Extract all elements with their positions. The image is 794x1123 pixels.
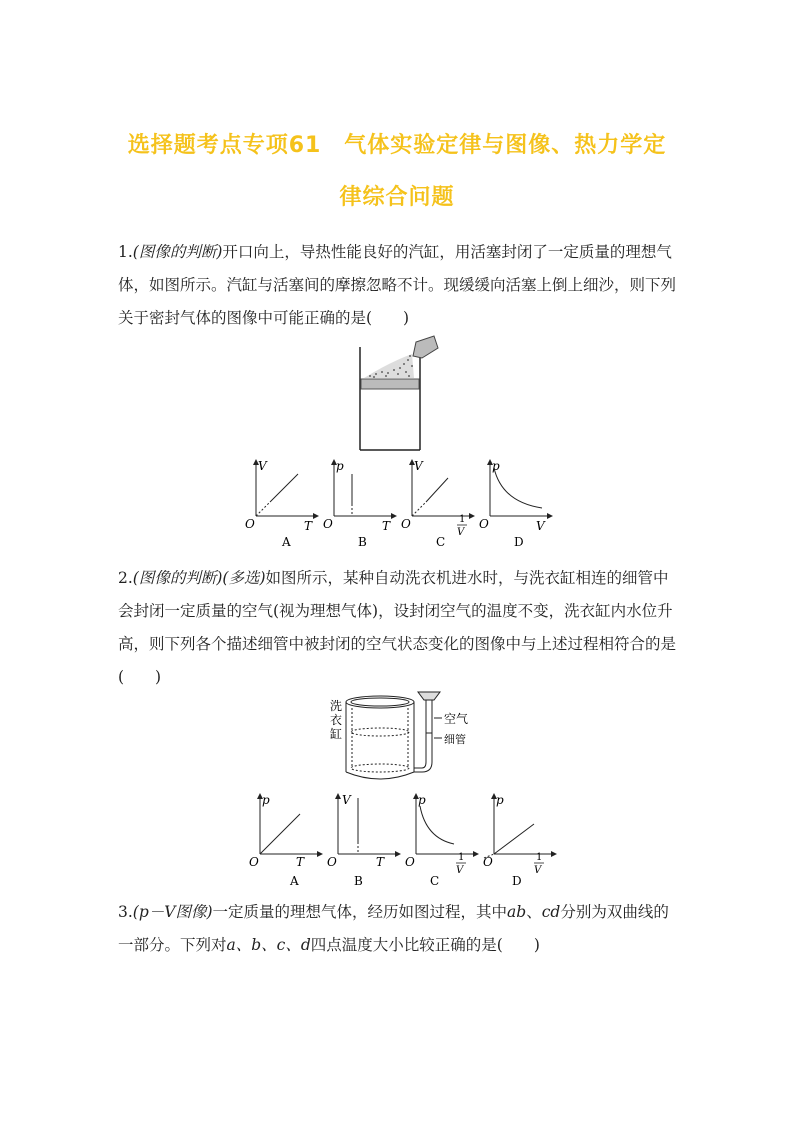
q1-graph-d bbox=[474, 458, 554, 548]
q2-graph-c bbox=[400, 792, 480, 892]
svg-text:p: p bbox=[496, 793, 504, 807]
q1-option-a: A bbox=[282, 535, 291, 548]
svg-text:O: O bbox=[245, 517, 255, 531]
label-air: 空气 bbox=[444, 712, 469, 726]
svg-text:V: V bbox=[258, 459, 267, 473]
page-title-line-2: 律综合问题 bbox=[339, 185, 455, 210]
q1-graph-a bbox=[240, 458, 320, 548]
svg-text:V: V bbox=[457, 527, 465, 538]
svg-text:T: T bbox=[376, 855, 385, 869]
label-tub-2: 衣 bbox=[330, 713, 343, 727]
q1-option-b: B bbox=[358, 535, 367, 548]
svg-text:1: 1 bbox=[458, 852, 465, 863]
svg-text:O: O bbox=[327, 855, 337, 869]
svg-text:O: O bbox=[401, 517, 411, 531]
svg-text:O: O bbox=[323, 517, 333, 531]
label-tub-3: 缸 bbox=[330, 727, 343, 741]
label-tube: 细管 bbox=[444, 733, 466, 746]
question-2-text: 如图所示，某种自动洗衣机进水时，与洗衣缸相连的细管中会封闭一定质量的空气(视为理想气体)，设封闭空气的温度不变，洗衣缸内水位升高，则下列各个描述细管中被封闭的空气状态变化的图像中与上述过程相符合的是( ) bbox=[118, 569, 677, 686]
svg-text:T: T bbox=[382, 519, 391, 533]
svg-text:p: p bbox=[262, 793, 270, 807]
question-1: 1.(图像的判断)开口向上，导热性能良好的汽缸，用活塞封闭了一定质量的理想气体，如图所示。汽缸与活塞间的摩擦忽略不计。现缓缓向活塞上倒上细沙，则下列关于密封气体的图像中可能正确的是( ) bbox=[118, 243, 677, 327]
svg-text:V: V bbox=[534, 865, 542, 876]
svg-text:O: O bbox=[479, 517, 489, 531]
svg-text:T: T bbox=[296, 855, 305, 869]
svg-text:V: V bbox=[456, 865, 464, 876]
svg-text:p: p bbox=[418, 793, 426, 807]
question-3: 3.(p－V图像)一定质量的理想气体，经历如图过程，其中ab、cd分别为双曲线的一部分。下列对a、b、c、d四点温度大小比较正确的是( ) bbox=[118, 903, 669, 954]
washing-tub-figure bbox=[322, 688, 472, 788]
label-tub-1: 洗 bbox=[330, 699, 343, 713]
question-3-tag: (p－V图像) bbox=[132, 903, 213, 921]
question-2: 2.(图像的判断)(多选)如图所示，某种自动洗衣机进水时，与洗衣缸相连的细管中会封闭一定质量的空气(视为理想气体)，设封闭空气的温度不变，洗衣缸内水位升高，则下列各个描述细管中被封闭的空气状态变化的图像中与上述过程相符合的是( ) bbox=[118, 569, 677, 686]
svg-text:V: V bbox=[414, 459, 423, 473]
question-1-tag: (图像的判断) bbox=[132, 243, 223, 261]
q2-graph-b bbox=[322, 792, 402, 892]
q1-graph-c bbox=[396, 458, 476, 548]
svg-text:V: V bbox=[342, 793, 351, 807]
svg-text:p: p bbox=[492, 459, 500, 473]
svg-text:T: T bbox=[304, 519, 313, 533]
q1-option-c: C bbox=[436, 535, 446, 548]
svg-text:1: 1 bbox=[536, 852, 543, 863]
question-1-text: 开口向上，导热性能良好的汽缸，用活塞封闭了一定质量的理想气体，如图所示。汽缸与活塞间的摩擦忽略不计。现缓缓向活塞上倒上细沙，则下列关于密封气体的图像中可能正确的是( ) bbox=[118, 243, 677, 327]
svg-text:p: p bbox=[336, 459, 344, 473]
q2-option-c: C bbox=[430, 874, 440, 888]
q2-graph-a bbox=[244, 792, 324, 892]
cylinder-with-sand-figure bbox=[350, 332, 450, 452]
question-2-tag: (图像的判断)(多选) bbox=[132, 569, 266, 587]
svg-text:O: O bbox=[483, 855, 493, 869]
q2-option-d: D bbox=[512, 874, 522, 888]
page-title-line-1: 选择题考点专项61 气体实验定律与图像、热力学定 bbox=[127, 133, 667, 158]
q1-option-d: D bbox=[514, 535, 524, 548]
svg-text:V: V bbox=[536, 519, 545, 533]
q1-graph-b bbox=[318, 458, 398, 548]
svg-text:O: O bbox=[405, 855, 415, 869]
q2-graph-d bbox=[478, 792, 558, 892]
q2-option-a: A bbox=[290, 874, 299, 888]
svg-text:O: O bbox=[249, 855, 259, 869]
q2-option-b: B bbox=[354, 874, 363, 888]
svg-text:1: 1 bbox=[459, 514, 466, 525]
